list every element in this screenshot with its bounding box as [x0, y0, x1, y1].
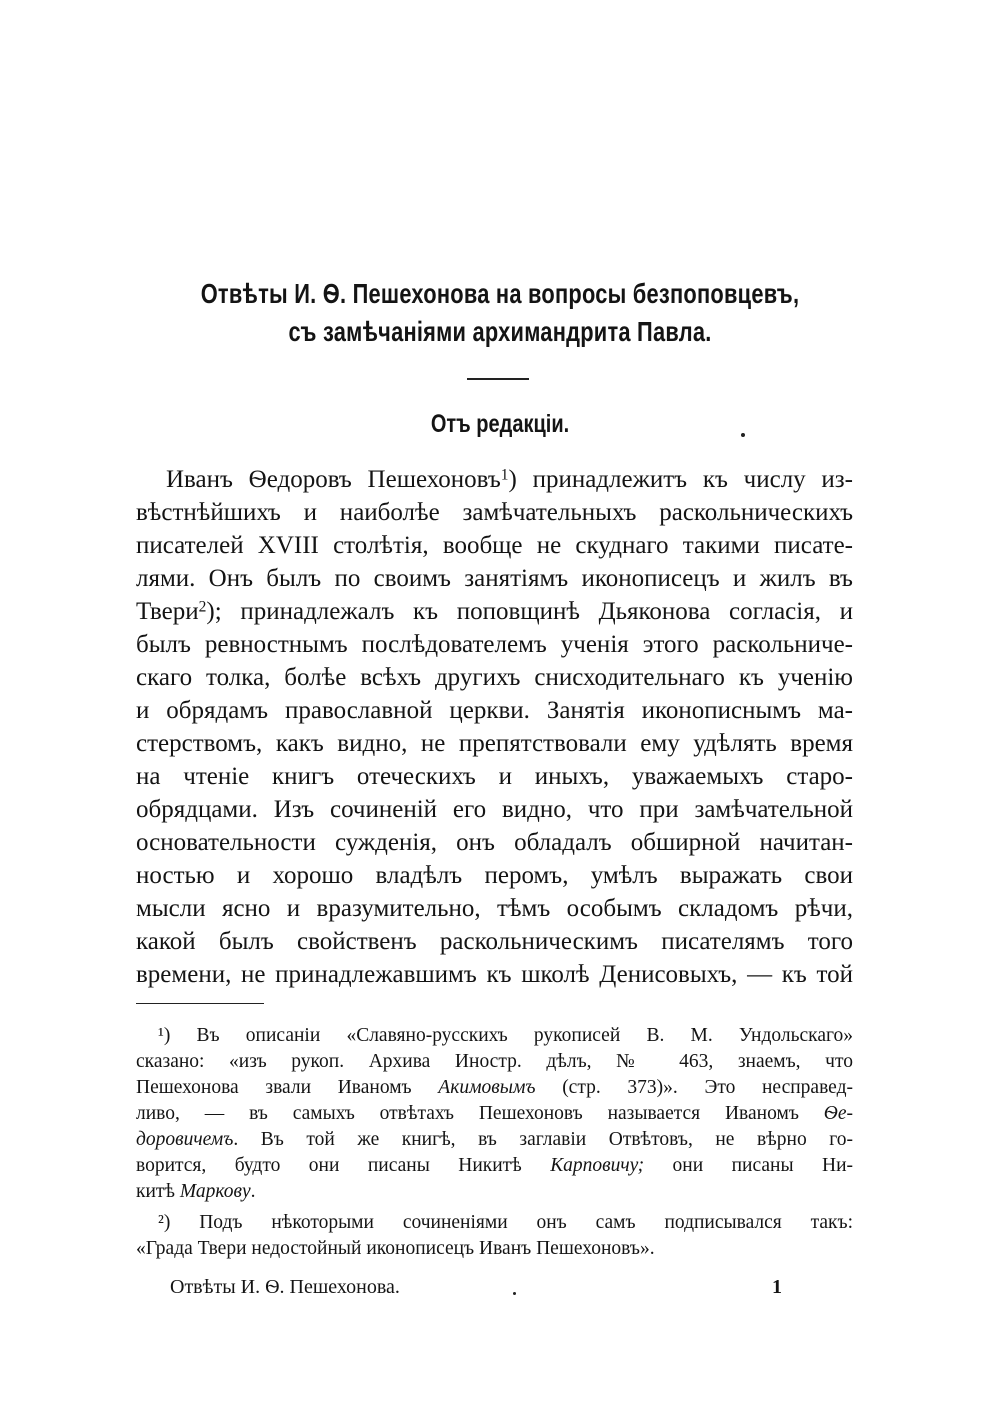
- body-line: и обрядамъ православной церкви. Занятія иконописнымъ ма-: [136, 697, 853, 724]
- article-title-line-1: Отвѣты И. Ѳ. Пешехонова на вопросы безпоповцевъ,: [200, 278, 800, 309]
- body-line: мысли ясно и вразумительно, тѣмъ особымъ складомъ рѣчи,: [136, 895, 853, 922]
- body-line: Иванъ Ѳедоровъ Пешехоновъ$^1$) принадлежитъ къ числу из-: [166, 466, 853, 493]
- footnote-2-line: ²) Подъ нѣкоторыми сочиненіями онъ самъ подписывался такъ:: [158, 1212, 853, 1233]
- body-line: основательности сужденія, онъ обладалъ обширной начитан-: [136, 829, 853, 856]
- article-title-line-2: съ замѣчаніями архимандрита Павла.: [288, 316, 712, 347]
- body-line: какой былъ свойственъ раскольническимъ писателямъ того: [136, 928, 853, 955]
- footnote-1-line: сказано: «изъ рукоп. Архива Иностр. дѣлъ, № 463, знаемъ, что: [136, 1051, 853, 1072]
- footnote-2-line: «Града Твери недостойный иконописецъ Иванъ Пешехоновъ».: [136, 1238, 655, 1259]
- footnote-1-line: ворится, будто они писаны Никитѣ Карповичу; они писаны Ни-: [136, 1155, 853, 1176]
- footnote-1-line: ливо, — въ самыхъ отвѣтахъ Пешехоновъ называется Иваномъ Ѳе-: [136, 1103, 853, 1124]
- body-line: вѣстнѣйшихъ и наиболѣе замѣчательныхъ раскольническихъ: [136, 499, 853, 526]
- body-line: времени, не принадлежавшимъ къ школѣ Денисовыхъ, — къ той: [136, 961, 853, 988]
- body-line: лями. Онъ былъ по своимъ занятіямъ иконописецъ и жилъ въ: [136, 565, 853, 592]
- footnote-1-line: Пешехонова звали Иваномъ Акимовымъ (стр. 373)». Это несправед-: [136, 1077, 853, 1098]
- print-speck: [741, 433, 745, 437]
- footnote-1-line: китѣ Маркову.: [136, 1181, 256, 1202]
- section-heading: Отъ редакціи.: [430, 410, 570, 438]
- body-line: стерствомъ, какъ видно, не препятствовали ему удѣлять время: [136, 730, 853, 757]
- body-line: Твери$^2$); принадлежалъ къ поповщинѣ Дьяконова согласія, и: [136, 598, 853, 625]
- body-line: обрядцами. Изъ сочиненій его видно, что при замѣчательной: [136, 796, 853, 823]
- page-number: 1: [772, 1276, 782, 1298]
- body-line: скаго толка, болѣе всѣхъ другихъ снисходительнаго къ ученію: [136, 664, 853, 691]
- footnote-1-line: ¹) Въ описаніи «Славяно-русскихъ рукописей В. М. Ундольскаго»: [158, 1025, 853, 1046]
- body-line: ностью и хорошо владѣлъ перомъ, умѣлъ выражать свои: [136, 862, 853, 889]
- title-divider: [467, 378, 529, 380]
- body-line: писателей XVIII столѣтія, вообще не скуднаго такими писате-: [136, 532, 853, 559]
- footnote-divider: [136, 1003, 264, 1004]
- print-speck: [513, 1292, 516, 1295]
- body-line: былъ ревностнымъ послѣдователемъ ученія этого раскольниче-: [136, 631, 853, 658]
- body-line: на чтеніе книгъ отеческихъ и иныхъ, уважаемыхъ старо-: [136, 763, 853, 790]
- footnote-ref-2: 2: [198, 598, 207, 616]
- footnote-ref-1: 1: [500, 466, 509, 484]
- footnote-1-line: доровичемъ. Въ той же книгѣ, въ заглавіи Отвѣтовъ, не вѣрно го-: [136, 1129, 853, 1150]
- running-title: Отвѣты И. Ѳ. Пешехонова.: [170, 1276, 400, 1298]
